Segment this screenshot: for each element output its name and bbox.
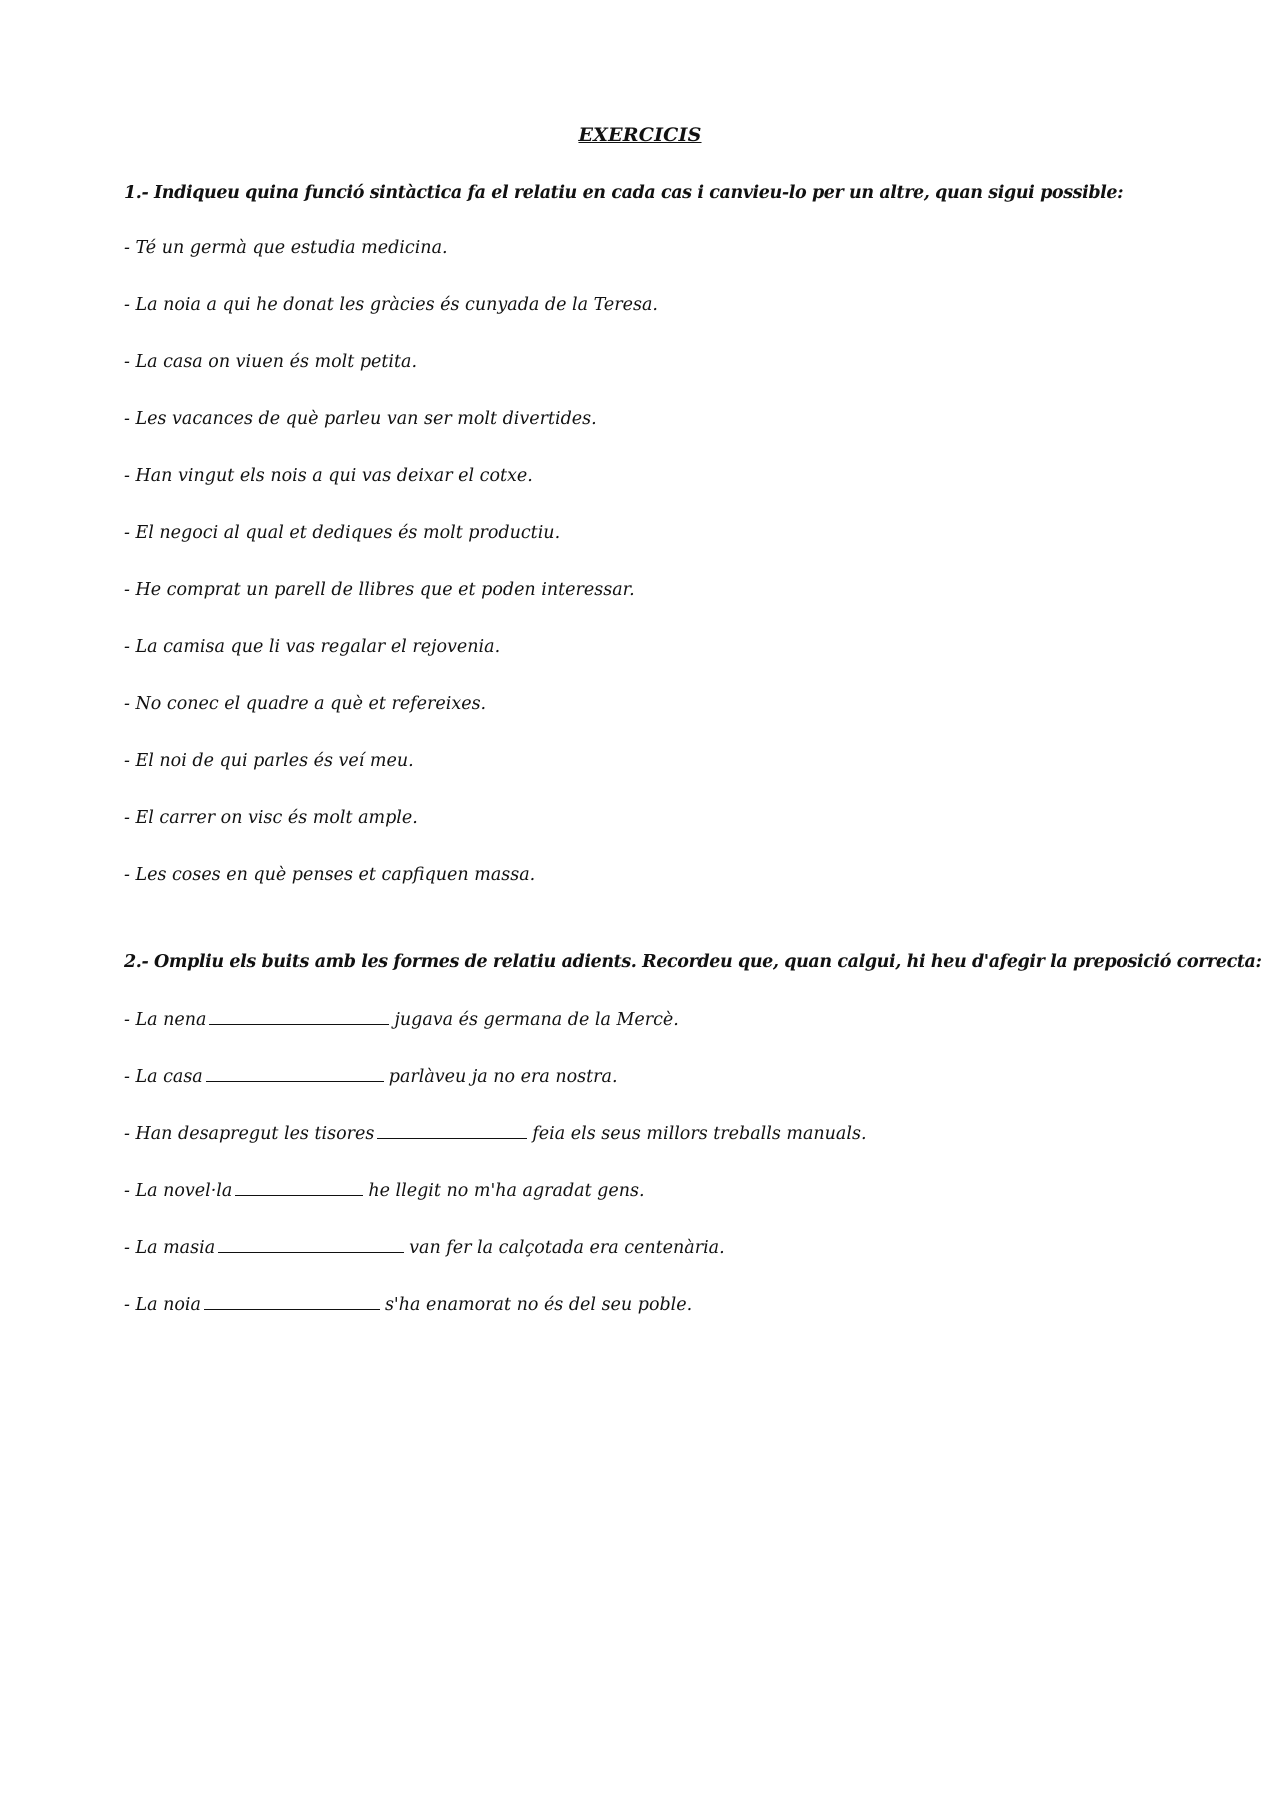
fill-in-blank[interactable] xyxy=(377,1122,527,1139)
exercise-2-item xyxy=(124,1179,645,1201)
sentence-start: - La casa xyxy=(124,1067,203,1087)
sentence-end: s'ha enamorat no és del seu poble. xyxy=(384,1295,693,1315)
sentence-start: - La noia xyxy=(124,1295,201,1315)
fill-in-blank[interactable] xyxy=(218,1236,404,1253)
exercise-1-item: - Les vacances de què parleu van ser molt divertides. xyxy=(124,409,597,429)
fill-in-blank[interactable] xyxy=(235,1179,363,1196)
exercise-1-item: - Té un germà que estudia medicina. xyxy=(124,238,448,258)
sentence-end: jugava és germana de la Mercè. xyxy=(394,1010,679,1030)
exercise-2-item xyxy=(124,1065,618,1087)
exercise-2-item xyxy=(124,1008,679,1030)
exercise-1-item: - El negoci al qual et dediques és molt productiu. xyxy=(124,523,561,543)
sentence-start: - La novel·la xyxy=(124,1181,233,1201)
exercise-1-item: - Les coses en què penses et capfiquen massa. xyxy=(124,865,536,885)
exercise-1-item: - Han vingut els nois a qui vas deixar el cotxe. xyxy=(124,466,533,486)
sentence-end: van fer la calçotada era centenària. xyxy=(409,1238,725,1258)
sentence-end: feia els seus millors treballs manuals. xyxy=(532,1124,867,1144)
exercise-2-item xyxy=(124,1293,692,1315)
fill-in-blank[interactable] xyxy=(204,1293,380,1310)
page-title: EXERCICIS xyxy=(578,124,702,146)
fill-in-blank[interactable] xyxy=(209,1008,389,1025)
exercise-1-item: - He comprat un parell de llibres que et poden interessar. xyxy=(124,580,635,600)
sentence-start: - La nena xyxy=(124,1010,207,1030)
sentence-end: he llegit no m'ha agradat gens. xyxy=(368,1181,645,1201)
exercise-1-item: - La camisa que li vas regalar el rejovenia. xyxy=(124,637,501,657)
exercise-1-item: - La casa on viuen és molt petita. xyxy=(124,352,418,372)
sentence-start: - Han desapregut les tisores xyxy=(124,1124,375,1144)
fill-in-blank[interactable] xyxy=(206,1065,384,1082)
exercise-2-item xyxy=(124,1236,725,1258)
exercise-2-item xyxy=(124,1122,867,1144)
sentence-start: - La masia xyxy=(124,1238,216,1258)
exercise-1-item: - El noi de qui parles és veí meu. xyxy=(124,751,414,771)
exercise-1-item: - La noia a qui he donat les gràcies és cunyada de la Teresa. xyxy=(124,295,658,315)
sentence-end: parlàveu ja no era nostra. xyxy=(388,1067,618,1087)
exercise-2-heading: 2.- Ompliu els buits amb les formes de relatiu adients. Recordeu que, quan calgui, hi heu d'afegir la preposició correcta: xyxy=(124,952,1262,972)
exercise-1-heading: 1.- Indiqueu quina funció sintàctica fa el relatiu en cada cas i canvieu-lo per un altre, quan sigui possible: xyxy=(124,183,1124,203)
exercise-1-item: - El carrer on visc és molt ample. xyxy=(124,808,418,828)
exercise-1-item: - No conec el quadre a què et refereixes. xyxy=(124,694,487,714)
